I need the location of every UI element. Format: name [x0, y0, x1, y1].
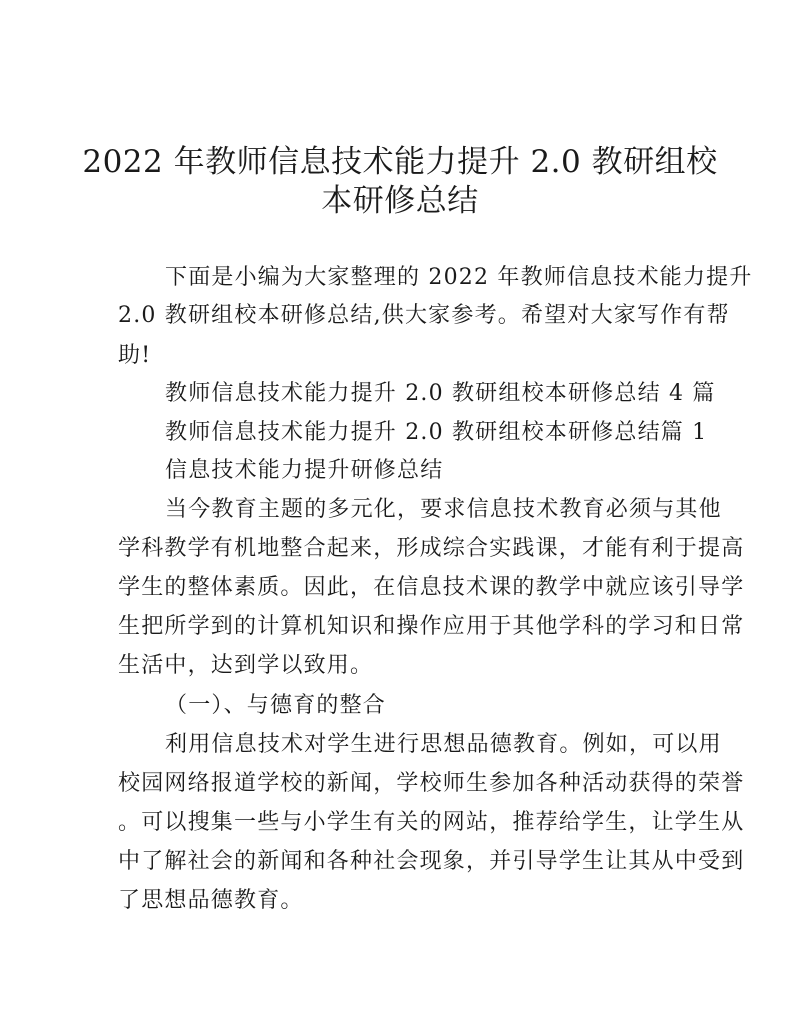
paragraph-line: 。可以搜集一些与小学生有关的网站，推荐给学生，让学生从 [118, 810, 745, 835]
document-title-line-2: 本研修总结 [321, 183, 479, 219]
intro-line-1: 下面是小编为大家整理的 2022 年教师信息技术能力提升 [165, 265, 753, 290]
paragraph-line: 生把所学到的计算机知识和操作应用于其他学科的学习和日常 [118, 614, 745, 639]
paragraph-line: 学生的整体素质。因此，在信息技术课的教学中就应该引导学 [118, 575, 745, 600]
paragraph-line: 生活中，达到学以致用。 [118, 653, 374, 678]
paragraph-line: 当今教育主题的多元化，要求信息技术教育必须与其他 [165, 497, 722, 522]
intro-line-3: 助! [118, 343, 152, 368]
section-heading: （一）、与德育的整合 [165, 693, 387, 718]
article-heading: 教师信息技术能力提升 2.0 教研组校本研修总结篇 1 [165, 420, 708, 445]
paragraph-line: 校园网络报道学校的新闻，学校师生参加各种活动获得的荣誉 [118, 771, 745, 796]
paragraph-line: 中了解社会的新闻和各种社会现象，并引导学生让其从中受到 [118, 849, 745, 874]
paragraph-line: 利用信息技术对学生进行思想品德教育。例如，可以用 [165, 732, 722, 757]
document-title-line-1: 2022 年教师信息技术能力提升 2.0 教研组校 [82, 144, 718, 180]
collection-heading: 教师信息技术能力提升 2.0 教研组校本研修总结 4 篇 [165, 381, 716, 406]
article-subtitle: 信息技术能力提升研修总结 [165, 458, 444, 483]
paragraph-line: 学科教学有机地整合起来，形成综合实践课，才能有利于提高 [118, 536, 745, 561]
paragraph-line: 了思想品德教育。 [118, 888, 304, 913]
intro-line-2: 2.0 教研组校本研修总结,供大家参考。希望对大家写作有帮 [118, 303, 730, 328]
